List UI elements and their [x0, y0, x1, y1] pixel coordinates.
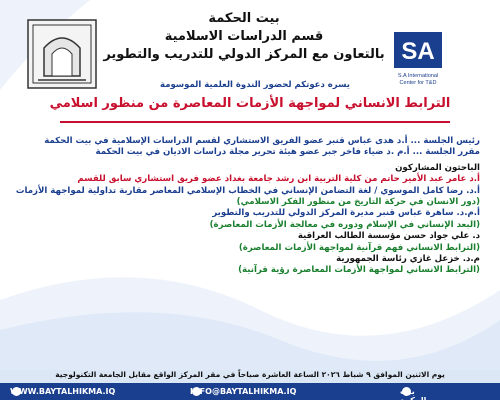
house-of-wisdom-logo: [26, 18, 98, 90]
participant-topic: (دور الانسان في حركة التاريخ من منظور الفكر الاسلامي): [236, 197, 480, 208]
participant-topic: (الترابط الانساني لمواجهة الأزمات المعاصرة رؤية قرآنية): [238, 265, 480, 276]
org-name: بيت الحكمة: [208, 11, 280, 26]
session-chair: رئيس الجلسة ... أ.د هدى عباس قنبر عضو الفريق الاستشاري لقسم الدراسات الإسلامية في بيت الحكمة: [44, 136, 480, 146]
participant-topic: (البعد الإنساني في الإسلام ودوره في معالجة الأزمات المعاصرة): [209, 219, 480, 230]
invitation-text: يسره دعوتكم لحضور الندوة العلمية الموسومة: [160, 80, 350, 90]
date-location: يوم الاثنين الموافق ٩ شباط ٢٠٢٦ الساعة العاشرة صباحاً في مقر المركز الواقع مقابل الجامعة التكنولوجية: [0, 370, 500, 383]
title-divider: [60, 121, 450, 123]
participant-name: أ.م.د. ساهرة عباس قنبر مديرة المركز الدولي للتدريب والتطوير: [212, 208, 480, 219]
participants-header: الباحثون المشاركون: [395, 162, 480, 173]
logo-letters: SA: [401, 38, 435, 65]
participant-name: أ.د. رضا كامل الموسوي / لغة التضامن الإنساني في الخطاب الإسلامي المعاصر مقاربة تداولية لمواجهة الأزمات: [15, 185, 480, 196]
footer-bar: WWW.BAYTALHIKMA.IQ INFO@BAYTALHIKMA.IQ بيت الحكمة العراق: [0, 383, 500, 400]
department-name: قسم الدراسات الاسلامية: [164, 29, 324, 44]
partner-line: بالتعاون مع المركز الدولي للتدريب والتطوير: [103, 47, 385, 62]
session-rapporteur: مقرر الجلسة ... أ.م .د ضياء فاخر جبر عضو هيئة تحرير مجلة دراسات الاديان في بيت الحكمة: [95, 147, 480, 158]
participant-topic: (الترابط الانساني فهم قرآنية لمواجهة الأزمات المعاصرة): [238, 242, 480, 253]
header-block: [100, 10, 388, 64]
seminar-title: الترابط الانساني لمواجهة الأزمات المعاصرة من منظور اسلامي: [49, 96, 451, 111]
program-details: [10, 136, 480, 277]
participant-name: د. علي جواد حسن مؤسسة الطالب العراقية: [297, 231, 480, 242]
participant-name: م.د. خزعل غازي رئاسة الجمهورية: [336, 254, 480, 265]
participant-name: أ.د عامر عبد الأمير حاتم من كلية التربية ابن رشد جامعة بغداد عضو فريق استشاري سابق للقسم: [77, 174, 480, 185]
logo-caption-1: S.A International: [397, 73, 439, 79]
logo-caption-2: Center for T&D: [399, 80, 437, 86]
